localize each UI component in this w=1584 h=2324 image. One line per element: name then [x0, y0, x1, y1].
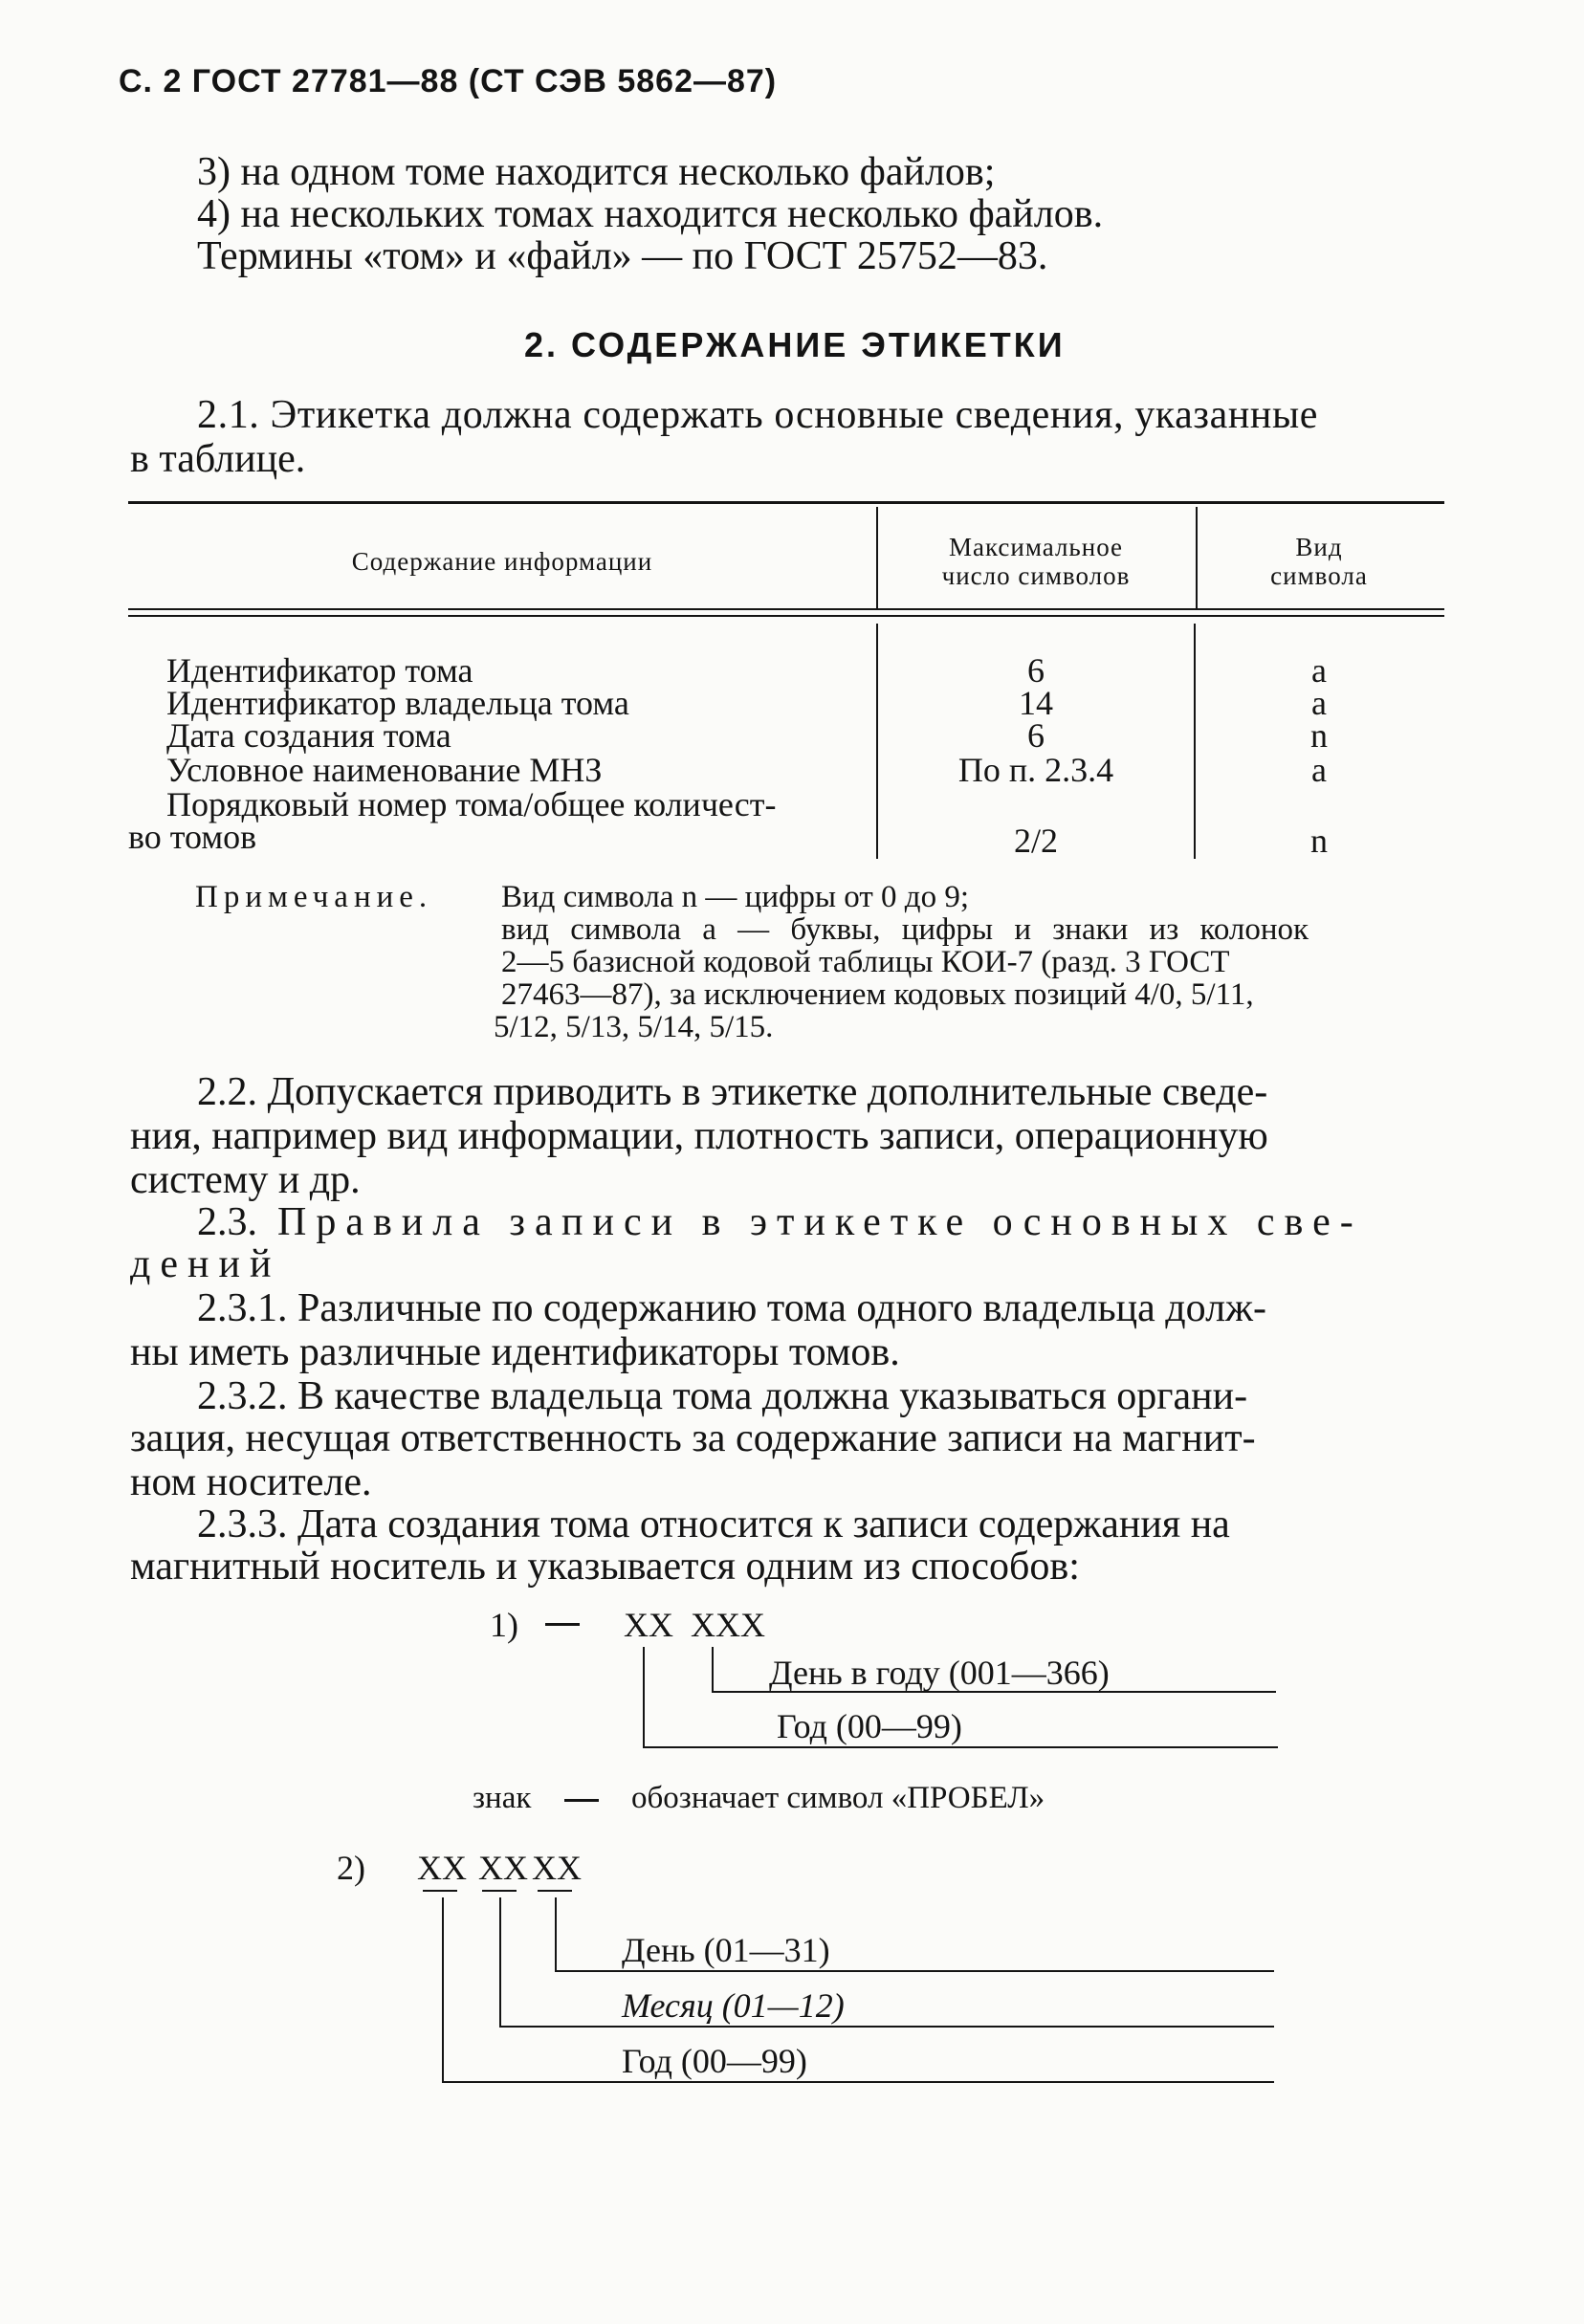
diagram2-code-day: XX: [532, 1849, 582, 1887]
diagram2-day-rule: [555, 1970, 1274, 1972]
diagram2-code-month: XX: [478, 1849, 528, 1887]
diagram2-bracket-year: [442, 1897, 444, 2083]
note-label: Примечание.: [195, 880, 433, 914]
para-2-3-1-line2: ны иметь различные идентификаторы томов.: [130, 1330, 900, 1374]
cell-content: Порядковый номер тома/общее количест-: [166, 785, 777, 823]
diagram1-bracket-year: [643, 1647, 645, 1748]
page-header: С. 2 ГОСТ 27781—88 (СТ СЭВ 5862—87): [119, 63, 778, 99]
para-2-3-line2: дений: [130, 1242, 281, 1286]
para-2-2-line2: ния, например вид информации, плотность записи, операционную: [130, 1114, 1268, 1158]
cell-type: a: [1311, 651, 1327, 690]
table-top-rule: [128, 501, 1444, 504]
diagram2-underline-month: [482, 1890, 517, 1892]
note-line5: 5/12, 5/13, 5/14, 5/15.: [494, 1010, 774, 1044]
note-line2: вид символа a — буквы, цифры и знаки из колонок: [501, 912, 1309, 947]
list-item-4: 4) на нескольких томах находится несколько файлов.: [197, 192, 1104, 236]
diagram1-bracket-day: [712, 1647, 714, 1693]
cell-content: во томов: [128, 818, 257, 856]
table-header-max-1: Максимальное: [948, 533, 1124, 561]
cell-max: 2/2: [1013, 822, 1058, 860]
cell-max: 14: [1019, 684, 1053, 722]
cell-content: Условное наименование МНЗ: [166, 751, 603, 789]
table-header-rule-2: [128, 615, 1444, 617]
para-2-3-3-line1: 2.3.3. Дата создания тома относится к записи содержания на: [197, 1502, 1230, 1546]
cell-type: n: [1310, 822, 1328, 860]
diagram1-day-label: День в году (001—366): [769, 1654, 1110, 1692]
cell-max: 6: [1027, 716, 1045, 755]
diagram2-year-label: Год (00—99): [622, 2042, 807, 2080]
para-2-1-line2: в таблице.: [130, 437, 306, 481]
diagram1-year-rule: [643, 1746, 1278, 1748]
table-header-content: Содержание информации: [351, 547, 653, 576]
diagram2-day-label: День (01—31): [622, 1931, 830, 1969]
para-2-2-line1: 2.2. Допускается приводить в этикетке дополнительные сведе-: [197, 1070, 1268, 1114]
diagram1-year-label: Год (00—99): [777, 1707, 962, 1745]
cell-type: n: [1310, 716, 1328, 755]
para-2-3-2-line3: ном носителе.: [130, 1460, 372, 1504]
para-2-3-3-line2: магнитный носитель и указывается одним из способов:: [130, 1545, 1080, 1589]
space-note-pre: знак: [473, 1781, 532, 1815]
cell-content: Идентификатор тома: [166, 651, 473, 690]
para-2-3-line1: Правила записи в этикетке основных све-: [277, 1200, 1363, 1244]
para-2-3-2-line2: зация, несущая ответственность за содержание записи на магнит-: [130, 1416, 1256, 1460]
diagram2-month-rule: [499, 2026, 1274, 2028]
diagram2-bracket-month: [499, 1897, 501, 2028]
space-symbol-dash: [545, 1623, 580, 1626]
cell-type: a: [1311, 684, 1327, 722]
diagram2-underline-year: [423, 1890, 457, 1892]
space-note-post: обозначает символ «ПРОБЕЛ»: [631, 1781, 1045, 1815]
table-divider-2-head: [1196, 507, 1198, 608]
table-header-type-2: символа: [1270, 561, 1368, 590]
table-header-type-1: Вид: [1295, 533, 1343, 561]
para-2-3-number: 2.3.: [197, 1200, 257, 1244]
note-line4: 27463—87), за исключением кодовых позиций 4/0, 5/11,: [501, 977, 1254, 1012]
diagram2-label: 2): [337, 1849, 365, 1887]
diagram2-month-label: Месяц (01—12): [622, 1986, 845, 2025]
diagram2-bracket-day: [555, 1897, 557, 1972]
diagram2-code-year: XX: [417, 1849, 467, 1887]
space-symbol-dash: [564, 1799, 599, 1802]
para-2-1-line1: 2.1. Этикетка должна содержать основные сведения, указанные: [197, 393, 1319, 437]
cell-content: Дата создания тома: [166, 716, 451, 755]
cell-type: a: [1311, 751, 1327, 789]
table-divider-1-body: [876, 624, 878, 859]
diagram1-code-year: XX: [624, 1606, 673, 1644]
table-divider-1-head: [876, 507, 878, 608]
table-divider-2-body: [1194, 624, 1196, 859]
cell-max: По п. 2.3.4: [957, 751, 1114, 789]
diagram1-code-day: XXX: [691, 1606, 765, 1644]
cell-max: 6: [1027, 651, 1045, 690]
table-header-max-2: число символов: [941, 561, 1131, 590]
note-line1: Вид символа n — цифры от 0 до 9;: [501, 880, 970, 914]
diagram2-year-rule: [442, 2081, 1274, 2083]
diagram2-underline-day: [538, 1890, 572, 1892]
cell-content: Идентификатор владельца тома: [166, 684, 629, 722]
list-item-3: 3) на одном томе находится несколько файлов;: [197, 150, 996, 194]
section-title: 2. СОДЕРЖАНИЕ ЭТИКЕТКИ: [524, 325, 1066, 364]
para-2-3-2-line1: 2.3.2. В качестве владельца тома должна указываться органи-: [197, 1374, 1248, 1418]
para-2-3-1-line1: 2.3.1. Различные по содержанию тома одного владельца долж-: [197, 1286, 1267, 1330]
note-line3: 2—5 базисной кодовой таблицы КОИ-7 (разд. 3 ГОСТ: [501, 945, 1230, 979]
diagram1-label: 1): [490, 1606, 518, 1644]
terms-reference: Термины «том» и «файл» — по ГОСТ 25752—83.: [197, 234, 1048, 278]
para-2-2-line3: систему и др.: [130, 1158, 361, 1202]
table-header-rule-1: [128, 608, 1444, 610]
